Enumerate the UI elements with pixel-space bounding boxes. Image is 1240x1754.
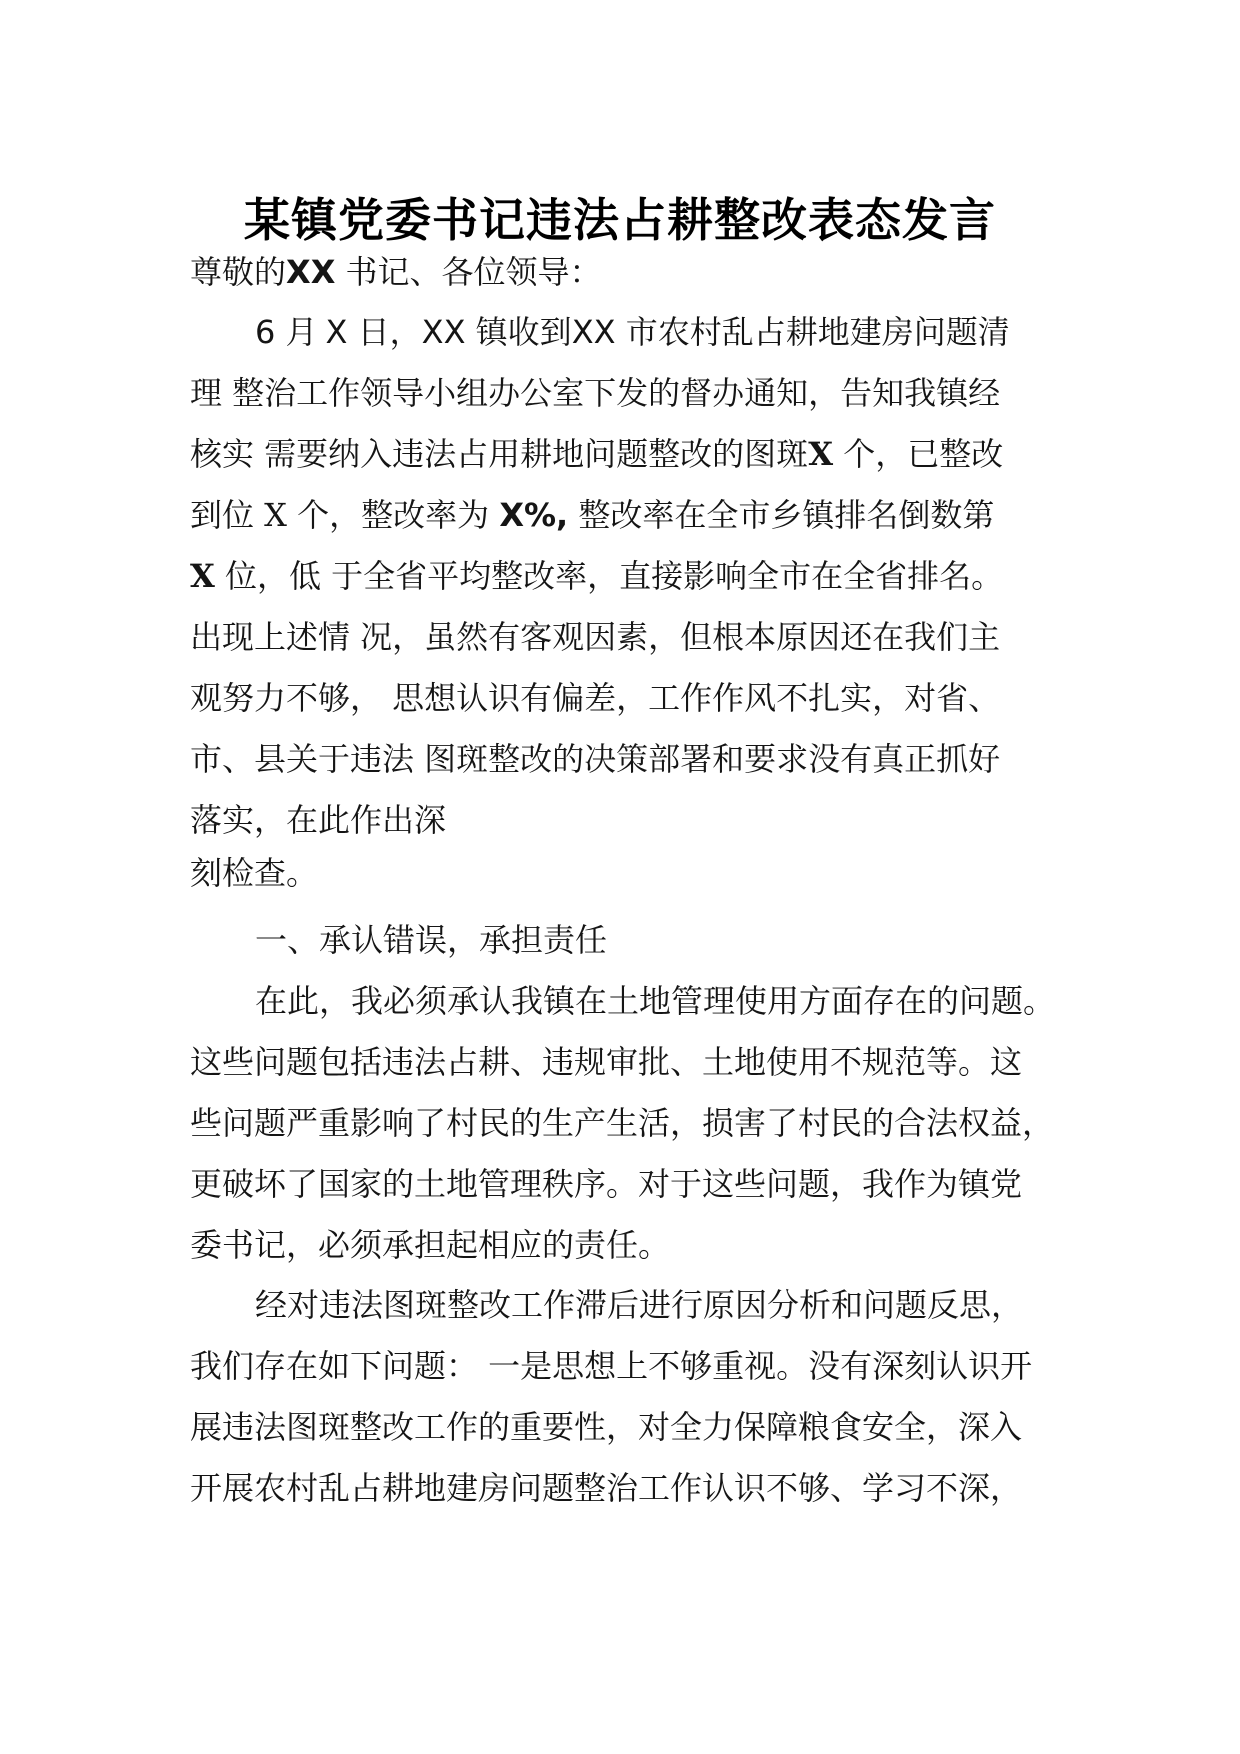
paragraph-3-line-3: 展违法图斑整改工作的重要性，对全力保障粮食安全，深入 xyxy=(190,1408,1023,1446)
text-span: 到位 X 个，整改率为 xyxy=(190,496,500,534)
text-span: 市农村乱占耕地建房问题清 xyxy=(615,313,1010,351)
text-span: 日， xyxy=(347,313,422,351)
text-span: 月 xyxy=(275,313,318,351)
section-heading-1: 一、承认错误，承担责任 xyxy=(255,921,608,959)
paragraph-3-line-4: 开展农村乱占耕地建房问题整治工作认识不够、学习不深， xyxy=(190,1469,1023,1507)
text-span: X%, xyxy=(499,496,569,534)
text-span: 个，已整改 xyxy=(833,435,1004,473)
paragraph-1-line-7: 观努力不够， 思想认识有偏差，工作作风不扎实，对省、 xyxy=(190,679,1001,717)
paragraph-1-line-5 xyxy=(190,550,1003,602)
text-span: XX xyxy=(571,313,616,351)
text-span: 6 xyxy=(255,313,276,351)
document-title: 某镇党委书记违法占耕整改表态发言 xyxy=(244,193,996,247)
paragraph-1-line-2: 理 整治工作领导小组办公室下发的督办通知，告知我镇经 xyxy=(190,374,1001,412)
paragraph-1-line-4 xyxy=(190,489,994,541)
text-span: 镇收到 xyxy=(465,313,572,351)
text-span: 位，低 于全省平均整改率，直接影响全市在全省排名。 xyxy=(214,557,1004,595)
paragraph-1-line-10: 刻检查。 xyxy=(190,854,319,892)
paragraph-2-line-1: 在此，我必须承认我镇在土地管理使用方面存在的问题。 xyxy=(255,982,1056,1020)
text-span: X xyxy=(808,435,834,473)
paragraph-2-line-5: 委书记，必须承担起相应的责任。 xyxy=(190,1226,671,1264)
text-span: 整改率在全市乡镇排名倒数第 xyxy=(568,496,995,534)
salutation xyxy=(190,246,602,298)
paragraph-1-line-3 xyxy=(190,428,1003,480)
text-span: XX xyxy=(421,313,466,351)
salutation-suffix: 书记、各位领导： xyxy=(335,253,602,291)
text-span: X xyxy=(190,557,215,595)
paragraph-1-line-8: 市、县关于违法 图斑整改的决策部署和要求没有真正抓好 xyxy=(190,740,1001,778)
paragraph-2-line-4: 更破坏了国家的土地管理秩序。对于这些问题，我作为镇党 xyxy=(190,1165,1023,1203)
paragraph-1-line-6: 出现上述情 况，虽然有客观因素，但根本原因还在我们主 xyxy=(190,618,1001,656)
paragraph-1-line-9: 落实，在此作出深 xyxy=(190,801,447,839)
paragraph-3-line-2: 我们存在如下问题： 一是思想上不够重视。没有深刻认识开 xyxy=(190,1347,1033,1385)
salutation-prefix: 尊敬的 xyxy=(190,253,287,291)
salutation-name: XX xyxy=(286,253,336,291)
paragraph-3-line-1: 经对违法图斑整改工作滞后进行原因分析和问题反思， xyxy=(255,1286,1024,1324)
paragraph-2-line-3: 些问题严重影响了村民的生产生活，损害了村民的合法权益， xyxy=(190,1104,1055,1142)
text-span: X xyxy=(325,313,348,351)
text-span: 核实 需要纳入违法占用耕地问题整改的图斑 xyxy=(190,435,809,473)
paragraph-1-line-1 xyxy=(255,306,1010,358)
paragraph-2-line-2: 这些问题包括违法占耕、违规审批、土地使用不规范等。这 xyxy=(190,1043,1023,1081)
